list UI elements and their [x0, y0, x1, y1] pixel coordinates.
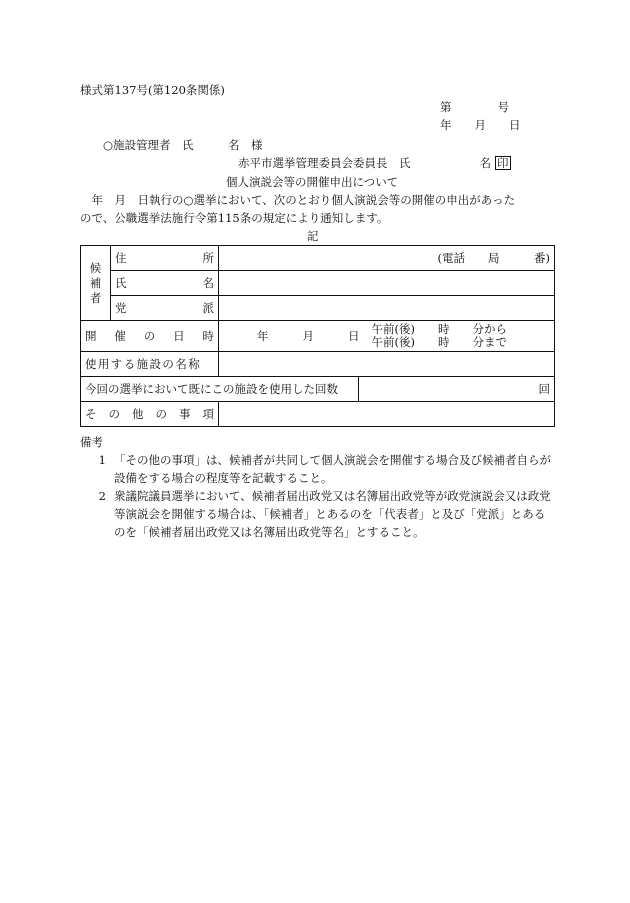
facility-field[interactable] [219, 352, 555, 377]
body-line-1: 年 月 日執行の○選挙において、次のとおり個人演説会等の開催の申出があった [80, 193, 516, 207]
note-item: 2 衆議院議員選挙において、候補者届出政党又は名簿届出政党等が政党演説会又は政党等演説会を開催する場合は、「候補者」とあるのを「代表者」と及び「党派」とあるのを「候補者届出政党又は名簿届出政党等名」とすること。 [98, 489, 551, 539]
address-label: 住 所 [111, 246, 219, 271]
ki-heading: 記 [307, 229, 319, 243]
table-row-party [81, 296, 555, 321]
sender-line [238, 156, 511, 170]
candidate-group-label: 候 補 者 [81, 246, 111, 321]
time-from: 午前(後) 時 分から [371, 322, 507, 336]
document-number: 第 号 [440, 100, 509, 114]
count-field[interactable]: 回 [359, 377, 555, 402]
document-title: 個人演説会等の開催申出について [226, 175, 399, 189]
other-label: そ の 他 の 事 項 [81, 402, 219, 427]
form-number: 様式第137号(第120条関係) [80, 83, 225, 97]
time-range [372, 323, 507, 349]
table-row-name [81, 271, 555, 296]
notes-section [80, 433, 554, 541]
name-label: 氏 名 [111, 271, 219, 296]
count-label: 今回の選挙において既にこの施設を使用した回数 [81, 377, 359, 402]
table-row-address [81, 246, 555, 271]
addressee: ○施設管理者 氏 名 様 [103, 138, 263, 152]
body-line-2: ので、公職選挙法施行令第115条の規定により通知します。 [80, 211, 389, 225]
facility-label: 使用する施設の名称 [81, 352, 219, 377]
party-label: 党 派 [111, 296, 219, 321]
table-row-count [81, 377, 555, 402]
notes-heading: 備考 [80, 435, 103, 449]
datetime-field[interactable]: 年 月 日 午前(後) 時 分から 午前(後) 時 分まで [219, 321, 555, 352]
table-row-datetime [81, 321, 555, 352]
note-item: 1 「その他の事項」は、候補者が共同して個人演説会を開催する場合及び候補者自らが設備をする場合の程度等を記載すること。 [98, 453, 551, 485]
time-to: 午前(後) 時 分まで [371, 335, 507, 349]
name-field[interactable] [219, 271, 555, 296]
other-field[interactable] [219, 402, 555, 427]
application-table [80, 245, 555, 427]
sender-name: 赤平市選挙管理委員会委員長 氏 名 [238, 156, 491, 170]
address-field[interactable] [219, 246, 555, 271]
party-field[interactable] [219, 296, 555, 321]
table-row-facility [81, 352, 555, 377]
phone-text: (電話 局 番) [437, 251, 551, 265]
datetime-label: 開 催 の 日 時 [81, 321, 219, 352]
table-row-other [81, 402, 555, 427]
document-date: 年 月 日 [440, 118, 521, 132]
seal-mark: 印 [497, 156, 509, 170]
